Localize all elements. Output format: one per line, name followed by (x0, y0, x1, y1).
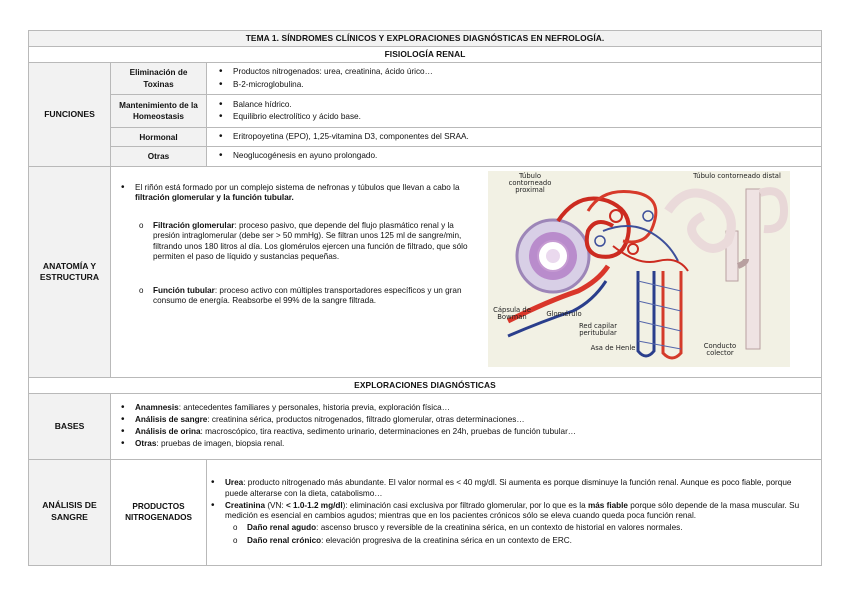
section-fisiologia: FISIOLOGÍA RENAL (29, 47, 822, 63)
list-item-urea: • Urea: producto nitrogenado más abundante. El valor normal es < 40 mg/dl. Si aumenta es porque disminuye la función renal. Aunque es poco fiable, porque puede alterarse con la dieta, catabolismo… (207, 478, 815, 499)
sub-eliminacion: Eliminación de Toxinas (111, 63, 207, 95)
list-item-creatinina: • Creatinina (VN: < 1.0-1.2 mg/dl): eliminación casi exclusiva por filtrado glomerular, por lo que es la más fiable porque sólo depende de la masa muscular. Su medición es esencial en cambios agudos; mientras que en los pacientes crónicos sólo se eleva cuando queda poca función renal. o Daño renal agudo: ascenso brusco y reversible de la creatinina sérica, en un contexto de historial en valores normales. o Daño renal crónico: elevación progresiva de la creatinina sérica en un contexto de ERC. (207, 501, 815, 546)
sub-otras: Otras (111, 147, 207, 166)
sub-homeostasis: Mantenimiento de la Homeostasis (111, 95, 207, 128)
analisis-label: ANÁLISIS DE SANGRE (29, 459, 111, 565)
list-item: • Análisis de sangre: creatinina sérica, productos nitrogenados, filtrado glomerular, otras determinaciones… (117, 415, 815, 425)
filtracion-item: o Filtración glomerular: proceso pasivo, que depende del flujo plasmático renal y la presión intraglomerular (debe ser > 50 mmHg). Se filtran unos 125 ml de sangre/min, filtrando unos 180 litros al día. Los glomérulos ejercen una función de filtrado, que sólo permiten el paso de líquido y sustancias pequeñas. (117, 221, 479, 262)
list-item: • B-2-microglobulina. (215, 80, 813, 90)
bases-items (111, 393, 822, 459)
funciones-eliminacion-items (207, 63, 822, 95)
document-table (28, 30, 821, 566)
label-capilar: Red capilar peritubular (578, 321, 618, 337)
funciones-otras-items (207, 147, 822, 166)
label-bowman: Cápsula de Bowman (493, 305, 531, 321)
nephron-illustration (488, 171, 790, 367)
label-colector: Conducto colector (703, 341, 737, 357)
anatomia-content (111, 166, 822, 377)
document-title: TEMA 1. SÍNDROMES CLÍNICOS Y EXPLORACIONES DIAGNÓSTICAS EN NEFROLOGÍA. (29, 31, 822, 47)
list-item: • Balance hídrico. (215, 100, 813, 110)
list-item: • Eritropoyetina (EPO), 1,25-vitamina D3, componentes del SRAA. (215, 132, 813, 142)
label-glomerulo: Glomérulo (546, 309, 582, 318)
label-henle: Asa de Henle (590, 343, 636, 352)
list-item-agudo: o Daño renal agudo: ascenso brusco y reversible de la creatinina sérica, en un contexto de historial en valores normales. (225, 523, 815, 533)
section-exploraciones: EXPLORACIONES DIAGNÓSTICAS (29, 377, 822, 393)
bases-label: BASES (29, 393, 111, 459)
list-item: • Análisis de orina: macroscópico, tira reactiva, sedimento urinario, determinaciones en 24h, pruebas de función tubular… (117, 427, 815, 437)
sub-productos: PRODUCTOS NITROGENADOS (111, 459, 207, 565)
funciones-label: FUNCIONES (29, 63, 111, 167)
list-item: • Anamnesis: antecedentes familiares y personales, historia previa, exploración física… (117, 403, 815, 413)
list-item: • Productos nitrogenados: urea, creatinina, ácido úrico… (215, 67, 813, 77)
anatomia-label: ANATOMÍA Y ESTRUCTURA (29, 166, 111, 377)
label-proximal: Túbulo contorneado proximal (508, 171, 552, 195)
tubular-item: o Función tubular: proceso activo con múltiples transportadores específicos y un gran consumo de energía. Reabsorbe el 99% de la sangre filtrada. (117, 286, 479, 307)
list-item: • Equilibrio electrolítico y ácido base. (215, 112, 813, 122)
list-item: • Otras: pruebas de imagen, biopsia renal. (117, 439, 815, 449)
anatomia-intro: • El riñón está formado por un complejo sistema de nefronas y túbulos que llevan a cabo la filtración glomerular y la función tubular. (117, 183, 479, 204)
funciones-hormonal-items (207, 128, 822, 147)
label-distal: Túbulo contorneado distal (693, 171, 781, 180)
funciones-homeostasis-items (207, 95, 822, 128)
list-item: • Neoglucogénesis en ayuno prolongado. (215, 151, 813, 161)
sub-hormonal: Hormonal (111, 128, 207, 147)
analisis-items (207, 459, 822, 565)
list-item-cronico: o Daño renal crónico: elevación progresiva de la creatinina sérica en un contexto de ERC. (225, 536, 815, 546)
